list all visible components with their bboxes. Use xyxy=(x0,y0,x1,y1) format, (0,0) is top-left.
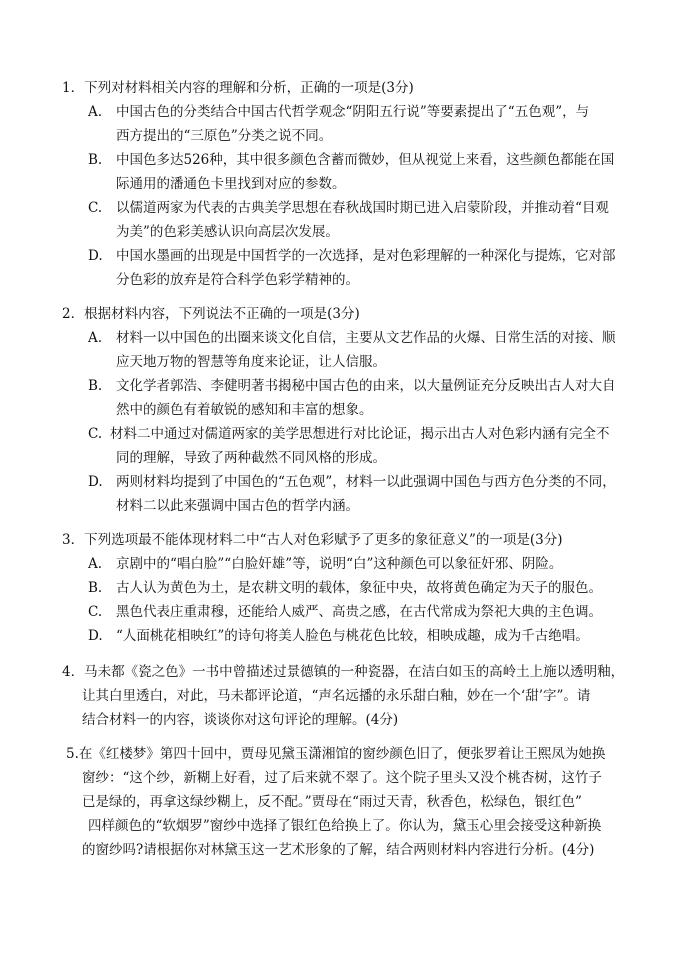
question-2-option-c-text: 材料二中通过对儒道两家的美学思想进行对比论证，揭示出古人对色彩内涵有完全不 xyxy=(110,426,610,442)
question-2-stem: 2．根据材料内容，下列说法不正确的一项是(3分) xyxy=(62,306,360,322)
question-1-option-b-label: B. xyxy=(88,152,103,168)
question-5-line-1: 5.在《红楼梦》第四十回中，贾母见黛玉潇湘馆的窗纱颜色旧了，便张罗着让王熙凤为她换 xyxy=(66,746,606,762)
question-1-option-c-label: C. xyxy=(88,200,103,216)
question-1-option-a-label: A. xyxy=(88,104,103,120)
question-2-option-a-text-cont: 应天地万物的智慧等角度来论证，让人信服。 xyxy=(116,354,386,370)
question-1-stem: 1．下列对材料相关内容的理解和分析，正确的一项是(3分) xyxy=(62,80,414,96)
question-2-option-d-label: D. xyxy=(88,474,103,490)
question-1-option-d-label: D. xyxy=(88,248,103,264)
question-4-line-1: 4．马未都《瓷之色》一书中曾描述过景德镇的一种瓷器，在洁白如玉的高岭土上施以透明釉， xyxy=(62,664,625,680)
question-2-option-c-text-cont: 同的理解，导致了两种截然不同风格的形成。 xyxy=(116,450,386,466)
question-3-option-c-label: C. xyxy=(88,604,103,620)
question-1-option-c-text: 以儒道两家为代表的古典美学思想在春秋战国时期已进入启蒙阶段，并推动着“目观 xyxy=(116,200,609,216)
question-5-line-3: 已是绿的，再拿这绿纱糊上，反不配。”贾母在“雨过天青，秋香色，松绿色，银红色” xyxy=(82,794,582,810)
question-3-stem: 3．下列选项最不能体现材料二中“古人对色彩赋予了更多的象征意义”的一项是(3分) xyxy=(62,532,563,548)
question-5-line-2: 窗纱：“这个纱，新糊上好看，过了后来就不翠了。这个院子里头又没个桃杏树，这竹子 xyxy=(82,770,602,786)
question-3-option-d-label: D. xyxy=(88,628,103,644)
question-1-option-b-text-cont: 际通用的潘通色卡里找到对应的参数。 xyxy=(116,176,346,192)
question-2-option-d-text-cont: 材料二以此来强调中国古色的哲学内涵。 xyxy=(116,498,359,514)
question-5-line-5: 的窗纱吗?请根据你对林黛玉这一艺术形象的了解，结合两则材料内容进行分析。(4分) xyxy=(82,842,595,858)
question-4-line-2: 让其白里透白，对此，马未都评论道，“声名远播的永乐甜白釉，妙在一个‘甜’字”。请 xyxy=(82,688,591,704)
question-2-option-a-label: A. xyxy=(88,330,103,346)
question-2-option-a-text: 材料一以中国色的出圈来谈文化自信，主要从文艺作品的火爆、日常生活的对接、顺 xyxy=(116,330,616,346)
question-3-option-b-text: 古人认为黄色为土，是农耕文明的载体，象征中央，故将黄色确定为天子的服色。 xyxy=(116,580,602,596)
question-2-option-c-label: C. xyxy=(88,426,103,442)
question-1-option-d-text-cont: 分色彩的放弃是符合科学色彩学精神的。 xyxy=(116,272,359,288)
question-5-line-4: 四样颜色的“软烟罗”窗纱中选择了银红色给换上了。你认为，黛玉心里会接受这种新换 xyxy=(88,818,602,834)
question-2-option-b-label: B. xyxy=(88,378,103,394)
question-2-option-b-text-cont: 然中的颜色有着敏锐的感知和丰富的想象。 xyxy=(116,402,373,418)
question-4-line-3: 结合材料一的内容，谈谈你对这句评论的理解。(4分) xyxy=(82,712,399,728)
question-1-option-d-text: 中国水墨画的出现是中国哲学的一次选择，是对色彩理解的一种深化与提炼，它对部 xyxy=(116,248,616,264)
question-3-option-a-text: 京剧中的“唱白脸”“白脸奸雄”等，说明“白”这种颜色可以象征奸邪、阴险。 xyxy=(116,556,563,572)
question-2-option-d-text: 两则材料均提到了中国色的“五色观”，材料一以此强调中国色与西方色分类的不同， xyxy=(116,474,616,490)
question-1-option-a-text: 中国古色的分类结合中国古代哲学观念“阴阳五行说”等要素提出了“五色观”，与 xyxy=(116,104,590,120)
question-3-option-b-label: B. xyxy=(88,580,103,596)
question-1-option-b-text: 中国色多达526种，其中很多颜色含蓄而微妙，但从视觉上来看，这些颜色都能在国 xyxy=(116,152,615,168)
question-2-option-b-text: 文化学者郭浩、李健明著书揭秘中国古色的由来，以大量例证充分反映出古人对大自 xyxy=(116,378,616,394)
question-1-option-a-text-cont: 西方提出的“三原色”分类之说不同。 xyxy=(116,128,333,144)
question-3-option-a-label: A. xyxy=(88,556,103,572)
question-3-option-c-text: 黑色代表庄重肃穆，还能给人威严、高贵之感，在古代常成为祭祀大典的主色调。 xyxy=(116,604,602,620)
question-1-option-c-text-cont: 为美”的色彩美感认识向高层次发展。 xyxy=(116,224,339,240)
question-3-option-d-text: “人面桃花相映红”的诗句将美人脸色与桃花色比较，相映成趣，成为千古绝唱。 xyxy=(116,628,589,644)
